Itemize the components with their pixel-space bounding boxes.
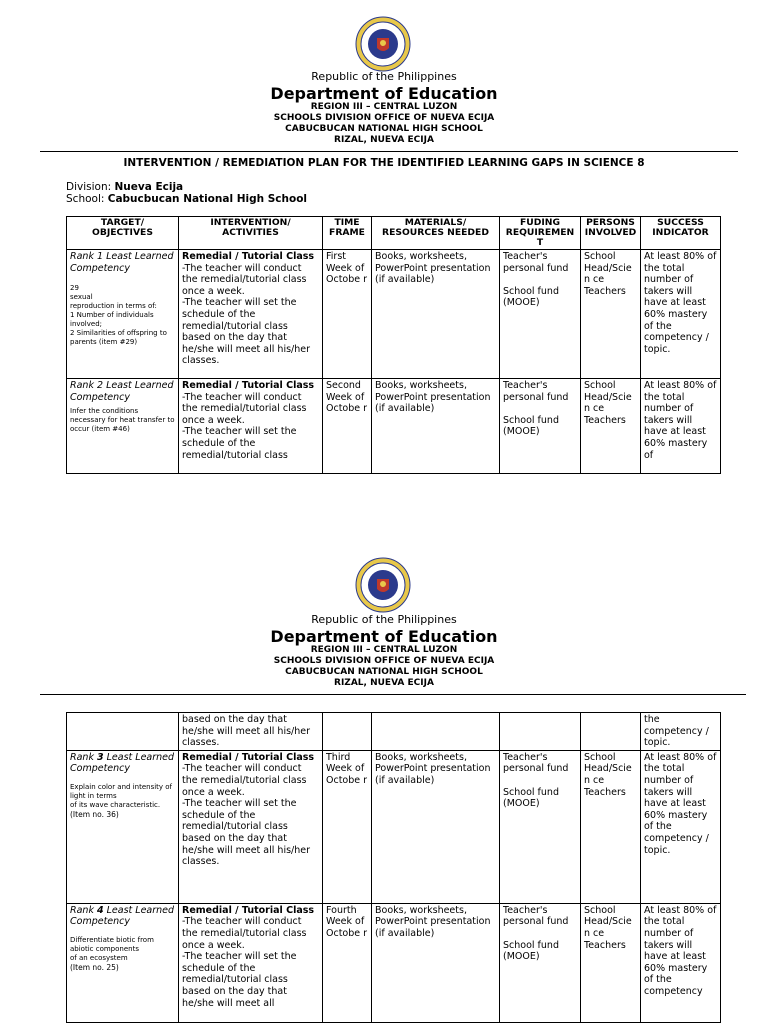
materials-cell: Books, worksheets, PowerPoint presentation (if available) (372, 250, 500, 379)
republic-text: Republic of the Philippines (311, 613, 457, 626)
time-cell: Fourth Week of Octobe r (323, 903, 372, 1022)
region-text: REGION III – CENTRAL LUZON (310, 102, 458, 112)
intervention-cell: Remedial / Tutorial Class -The teacher will conduct the remedial/tutorial class once a week. -The teacher will set the schedule of the remedial/tutorial class based on the day that he/she will meet all his/her classes. (179, 750, 323, 903)
intervention-cell: Remedial / Tutorial Class -The teacher will conduct the remedial/tutorial class once a week. -The teacher will set the schedule of the remedial/tutorial class based on the day that he/she will meet all his/her classes. (179, 250, 323, 379)
funding-cell: Teacher's personal fund School fund (MOOE) (500, 379, 581, 474)
materials-cell: Books, worksheets, PowerPoint presentation (if available) (372, 379, 500, 474)
plan-title: INTERVENTION / REMEDIATION PLAN FOR THE IDENTIFIED LEARNING GAPS IN SCIENCE 8 (123, 157, 645, 169)
col-header-intervention: INTERVENTION/ ACTIVITIES (179, 217, 323, 250)
department-title: Department of Education (270, 627, 498, 646)
division-office-text: SCHOOLS DIVISION OFFICE OF NUEVA ECIJA (273, 113, 495, 123)
page-2 (0, 555, 768, 1024)
table-row (67, 750, 721, 903)
objective-cell: Rank 1 Least Learned Competency 29 sexual reproduction in terms of: 1 Number of individuals involved; 2 Similarities of offspring to parents (item #29) (67, 250, 179, 379)
table-row (67, 379, 721, 474)
col-header-persons: PERSONS INVOLVED (581, 217, 641, 250)
time-cell: Third Week of Octobe r (323, 750, 372, 903)
funding-cell: Teacher's personal fund School fund (MOOE) (500, 750, 581, 903)
objective-text: Infer the conditions necessary for heat transfer to occur (item #46) (70, 407, 175, 434)
objective-cell: Rank 4 Least Learned Competency Differentiate biotic from abiotic components of an ecosystem (Item no. 25) (67, 903, 179, 1022)
success-cell: At least 80% of the total number of takers will have at least 60% mastery of the competency (641, 903, 721, 1022)
division-value: Nueva Ecija (114, 181, 184, 193)
table-row (67, 903, 721, 1022)
col-header-time: TIME FRAME (323, 217, 372, 250)
header-rule (40, 151, 738, 152)
republic-text: Republic of the Philippines (311, 70, 457, 83)
division-line (66, 181, 183, 193)
item-number: (Item no. 36) (70, 809, 119, 819)
materials-cell: Books, worksheets, PowerPoint presentation (if available) (372, 903, 500, 1022)
school-text: CABUCBUCAN NATIONAL HIGH SCHOOL (285, 124, 483, 134)
col-header-materials: MATERIALS/ RESOURCES NEEDED (372, 217, 500, 250)
objective-cell: Rank 2 Least Learned Competency Infer the conditions necessary for heat transfer to occur (item #46) (67, 379, 179, 474)
success-cell: At least 80% of the total number of takers will have at least 60% mastery of (641, 379, 721, 474)
col-header-target: TARGET/ OBJECTIVES (67, 217, 179, 250)
objective-text: Differentiate biotic from abiotic components of an ecosystem (70, 935, 154, 962)
success-cell: the competency / topic. (641, 713, 721, 751)
division-label: Division: (66, 181, 112, 193)
school-value: Cabucbucan National High School (107, 193, 308, 205)
objective-cell: Rank 3 Least Learned Competency Explain color and intensity of light in terms of its wave characteristic. (Item no. 36) (67, 750, 179, 903)
materials-cell: Books, worksheets, PowerPoint presentation (if available) (372, 750, 500, 903)
persons-cell: School Head/Scien ce Teachers (581, 903, 641, 1022)
col-header-success: SUCCESS INDICATOR (641, 217, 721, 250)
objective-text: 29 sexual reproduction in terms of: 1 Number of individuals involved; 2 Similarities of offspring to parents (item #29) (70, 284, 167, 347)
item-number: (Item no. 25) (70, 962, 119, 972)
division-office-text: SCHOOLS DIVISION OFFICE OF NUEVA ECIJA (273, 656, 495, 666)
school-text: CABUCBUCAN NATIONAL HIGH SCHOOL (285, 667, 483, 677)
persons-cell: School Head/Scien ce Teachers (581, 250, 641, 379)
time-cell: First Week of Octobe r (323, 250, 372, 379)
col-header-funding: FUDING REQUIREMEN T (500, 217, 581, 250)
persons-cell: School Head/Scien ce Teachers (581, 379, 641, 474)
table-row-continued (67, 713, 721, 751)
objective-text: Explain color and intensity of light in terms of its wave characteristic. (70, 782, 173, 809)
table-row (67, 250, 721, 379)
materials-cell (372, 713, 500, 751)
page-1 (0, 0, 768, 500)
table-header-row (67, 217, 721, 250)
intervention-cell: based on the day that he/she will meet all his/her classes. (179, 713, 323, 751)
deped-seal-icon (355, 557, 411, 613)
objective-cell (67, 713, 179, 751)
funding-cell: Teacher's personal fund School fund (MOOE) (500, 250, 581, 379)
intervention-cell: Remedial / Tutorial Class -The teacher will conduct the remedial/tutorial class once a week. -The teacher will set the schedule of the remedial/tutorial class based on the day that he/she will meet all (179, 903, 323, 1022)
funding-cell (500, 713, 581, 751)
time-cell: Second Week of Octobe r (323, 379, 372, 474)
address-text: RIZAL, NUEVA ECIJA (334, 678, 434, 688)
school-label: School: (66, 193, 105, 205)
success-cell: At least 80% of the total number of takers will have at least 60% mastery of the competency / topic. (641, 750, 721, 903)
plan-table-page2 (66, 712, 721, 1023)
time-cell (323, 713, 372, 751)
intervention-cell: Remedial / Tutorial Class -The teacher will conduct the remedial/tutorial class once a week. -The teacher will set the schedule of the remedial/tutorial class (179, 379, 323, 474)
success-cell: At least 80% of the total number of takers will have at least 60% mastery of the competency / topic. (641, 250, 721, 379)
school-line (66, 193, 307, 205)
department-title: Department of Education (270, 84, 498, 103)
region-text: REGION III – CENTRAL LUZON (310, 645, 458, 655)
funding-cell: Teacher's personal fund School fund (MOOE) (500, 903, 581, 1022)
deped-seal-icon (355, 16, 411, 72)
address-text: RIZAL, NUEVA ECIJA (334, 135, 434, 145)
header-rule (40, 694, 746, 695)
plan-table-page1 (66, 216, 721, 474)
persons-cell: School Head/Scien ce Teachers (581, 750, 641, 903)
persons-cell (581, 713, 641, 751)
